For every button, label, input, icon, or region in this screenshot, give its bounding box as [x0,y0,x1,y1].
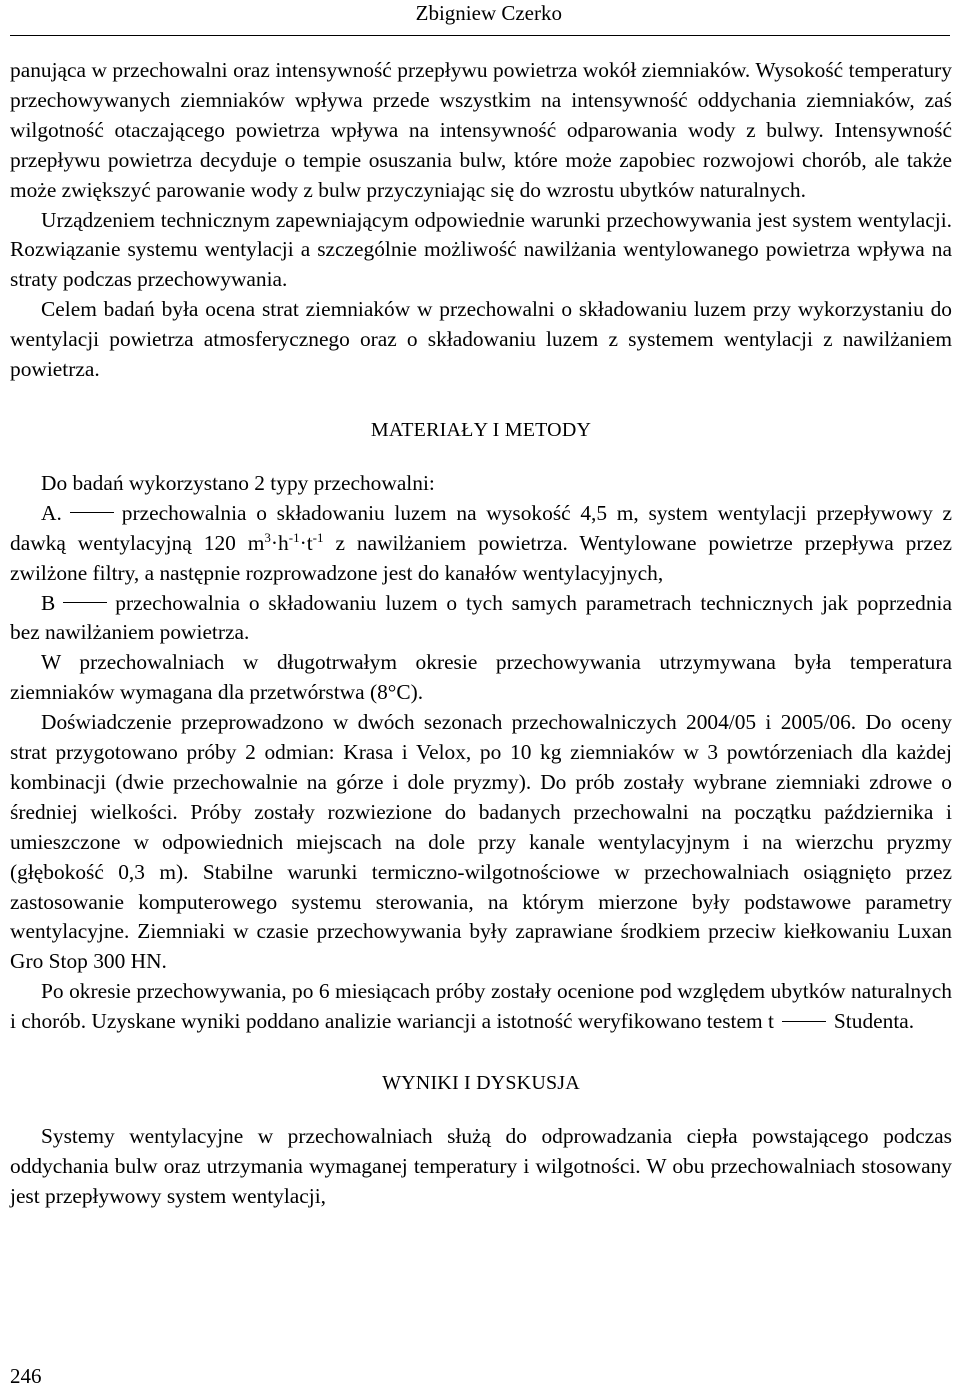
paragraph-8-text: Po okresie przechowywania, po 6 miesiącach próby zostały ocenione pod względem ubytków naturalnych i chorób. Uzyskane wyniki poddano analizie wariancji a istotność weryfikowano testem t [10,979,952,1034]
list-label-b: B [41,590,56,615]
paragraph-7: Doświadczenie przeprowadzono w dwóch sezonach przechowalniczych 2004/05 i 2005/06. Do oceny strat przygotowano próby 2 odmian: Krasa i Velox, po 10 kg ziemniaków w 3 powtórzeniach dla każdej kombinacji (dwie przechowalnie na górze i dole pryzmy). Do prób zostały wybrane ziemniaki zdrowe o średniej wielkości. Próby zostały rozwiezione do badanych przechowalni na początku października i umieszczone w odpowiednich miejscach na dole przy kanale wentylacyjnym i na wierzchu pryzmy (głębokość 0,3 m). Stabilne warunki termiczno-wilgotnościowe w przechowalniach osiągnięto przez zastosowanie komputerowego systemu sterowania, na którym mierzone były podstawowe parametry wentylacyjne. Ziemniaki w czasie przechowywania były zaprawiane środkiem przeciw kiełkowaniu Luxan Gro Stop 300 HN. [10,710,952,974]
paragraph-storage-b [10,589,952,649]
paragraph-8 [10,977,952,1037]
storage-a-text-1: przechowalnia o składowaniu luzem na wysokość 4,5 m, system wentylacji przepływowy z dawką wentylacyjną 120 m [10,500,952,555]
unit-h: ·h [270,530,289,555]
superscript: 3 [264,529,271,545]
paragraph-9: Systemy wentylacyjne w przechowalniach służą do odprowadzania ciepła powstającego podczas oddychania bulw oraz utrzymania wymaganej temperatury i wilgotności. W obu przechowalniach stosowany jest przepływowy system wentylacji, [10,1124,952,1208]
running-header [10,0,950,36]
paragraph-3: Celem badań była ocena strat ziemniaków w przechowalni o składowaniu luzem przy wykorzystaniu do wentylacji powietrza atmosferycznego oraz o składowaniu luzem z systemem wentylacji z nawilżaniem powietrza. [10,297,952,382]
paragraph-2: Urządzeniem technicznym zapewniającym odpowiednie warunki przechowywania jest system wentylacji. Rozwiązanie systemu wentylacji a szczególnie możliwość nawilżania wentylowanego powietrza wpływa na straty podczas przechowywania. [10,207,952,292]
section-heading-results: WYNIKI I DYSKUSJA [382,1072,580,1095]
header-author: Zbigniew Czerko [415,1,562,25]
page-body [10,56,952,1212]
storage-b-text: przechowalnia o składowaniu luzem o tych samych parametrach technicznych jak poprzednia bez nawilżaniem powietrza. [10,590,952,645]
paragraph-8-end: Studenta. [833,1009,915,1034]
paragraph-1: panująca w przechowalni oraz intensywność przepływu powietrza wokół ziemniaków. Wysokość temperatury przechowywanych ziemniaków wpływa przede wszystkim na intensywność oddychania ziemniaków, zaś wilgotność otaczającego powietrza wpływa na intensywność odparowania wody z bulwy. Intensywność przepływu powietrza decyduje o tempie osuszania bulw, które może zapobiec rozwojowi chorób, ale także może zwiększyć parowanie wody z bulw przyczyniając się do wzrostu ubytków naturalnych. [10,58,952,202]
em-dash [782,1021,826,1022]
paragraph-storage-a [10,499,952,589]
em-dash [63,602,107,603]
em-dash [70,512,114,513]
superscript: -1 [312,529,324,545]
section-heading-methods: MATERIAŁY I METODY [370,418,592,441]
page-number: 246 [10,1364,42,1388]
superscript: -1 [288,529,300,545]
storage-a-text-2: z nawilżaniem powietrza. Wentylowane powietrze przepływa przez zwilżone filtry, a następnie rozprowadzone jest do kanałów wentylacyjnych, [10,530,952,585]
unit-t: ·t [299,530,313,555]
list-label-a: A. [41,500,62,525]
paragraph-4: Do badań wykorzystano 2 typy przechowalni: [41,470,435,495]
paragraph-6: W przechowalniach w długotrwałym okresie przechowywania utrzymywana była temperatura ziemniaków wymagana dla przetwórstwa (8°C). [10,650,952,705]
